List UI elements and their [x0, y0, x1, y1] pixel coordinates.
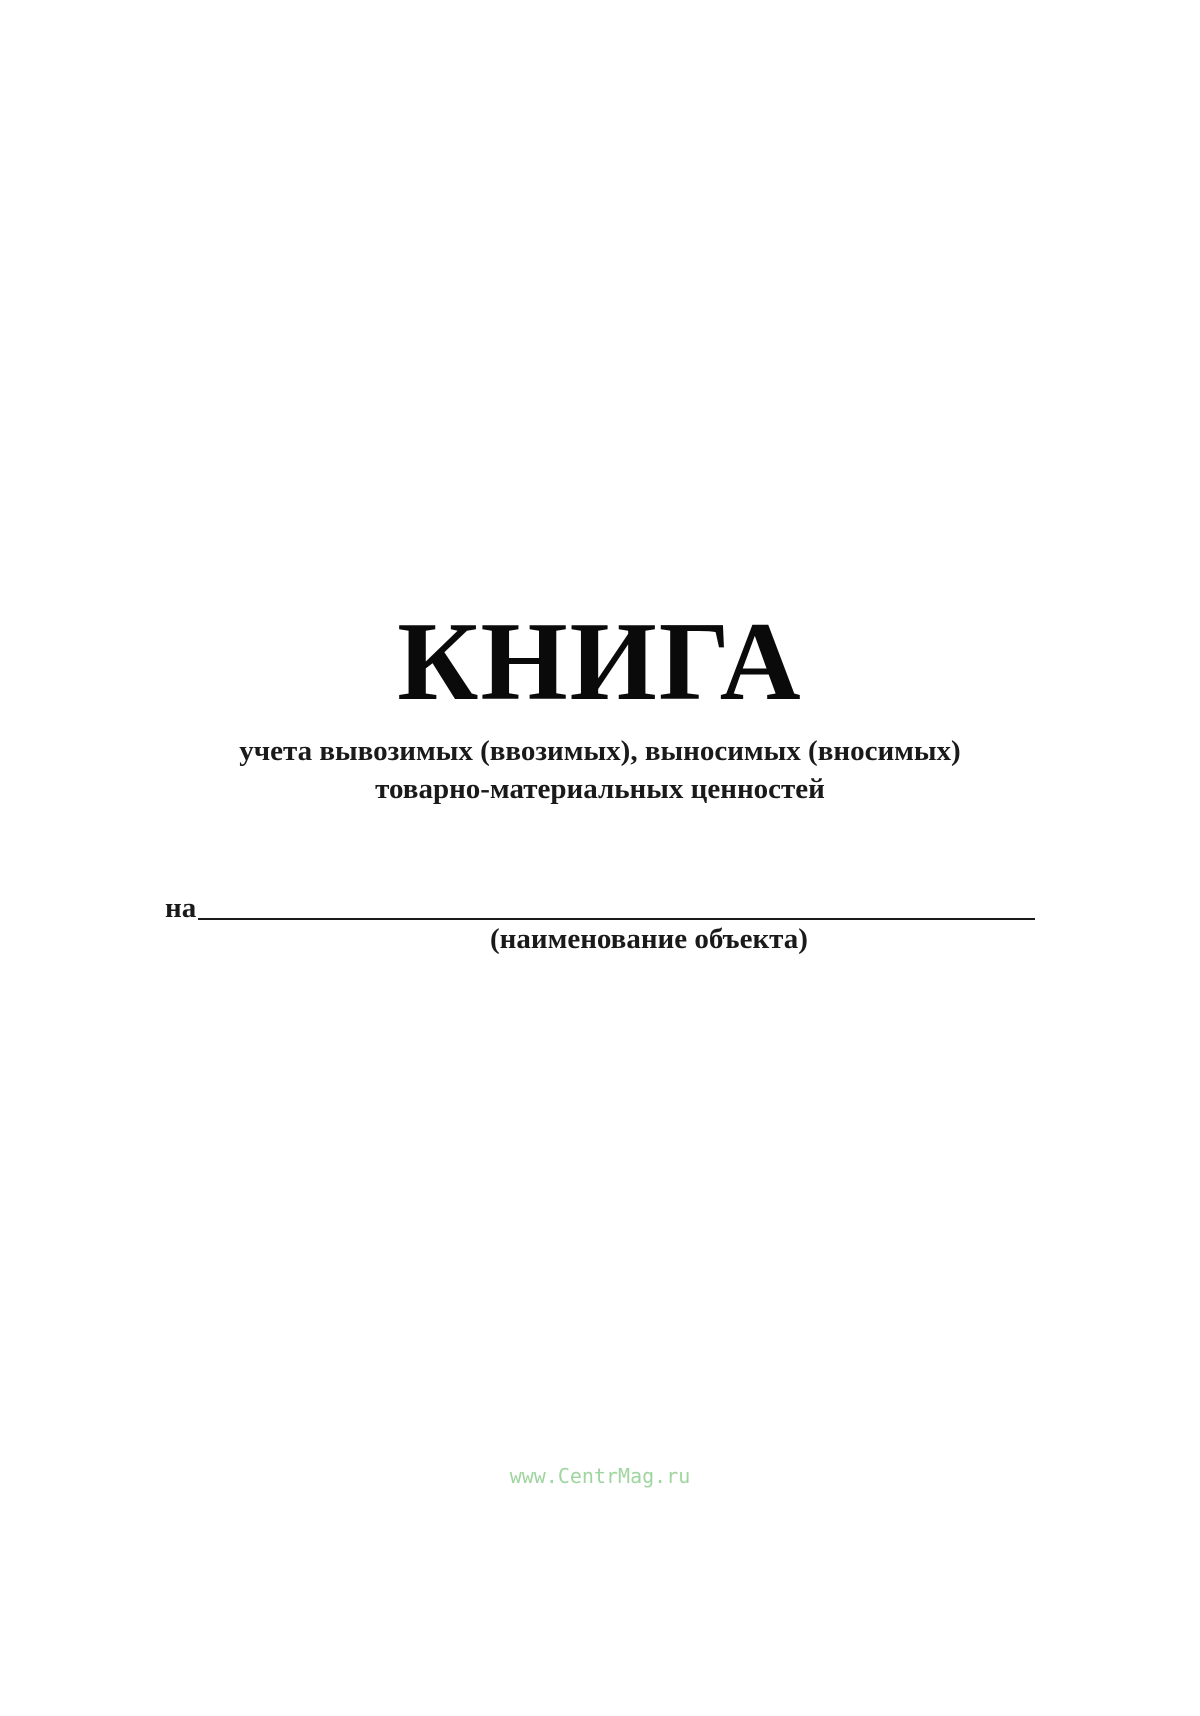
object-name-field: [165, 884, 1035, 924]
object-name-blank-line: [198, 918, 1035, 920]
object-name-prefix: на: [165, 892, 197, 924]
watermark-text: www.CentrMag.ru: [509, 1464, 691, 1488]
document-subtitle-line-1: учета вывозимых (ввозимых), выносимых (вносимых): [239, 735, 961, 767]
document-title: КНИГА: [397, 600, 803, 724]
document-subtitle-line-2: товарно-материальных ценностей: [375, 773, 825, 805]
object-name-caption: (наименование объекта): [490, 923, 808, 955]
